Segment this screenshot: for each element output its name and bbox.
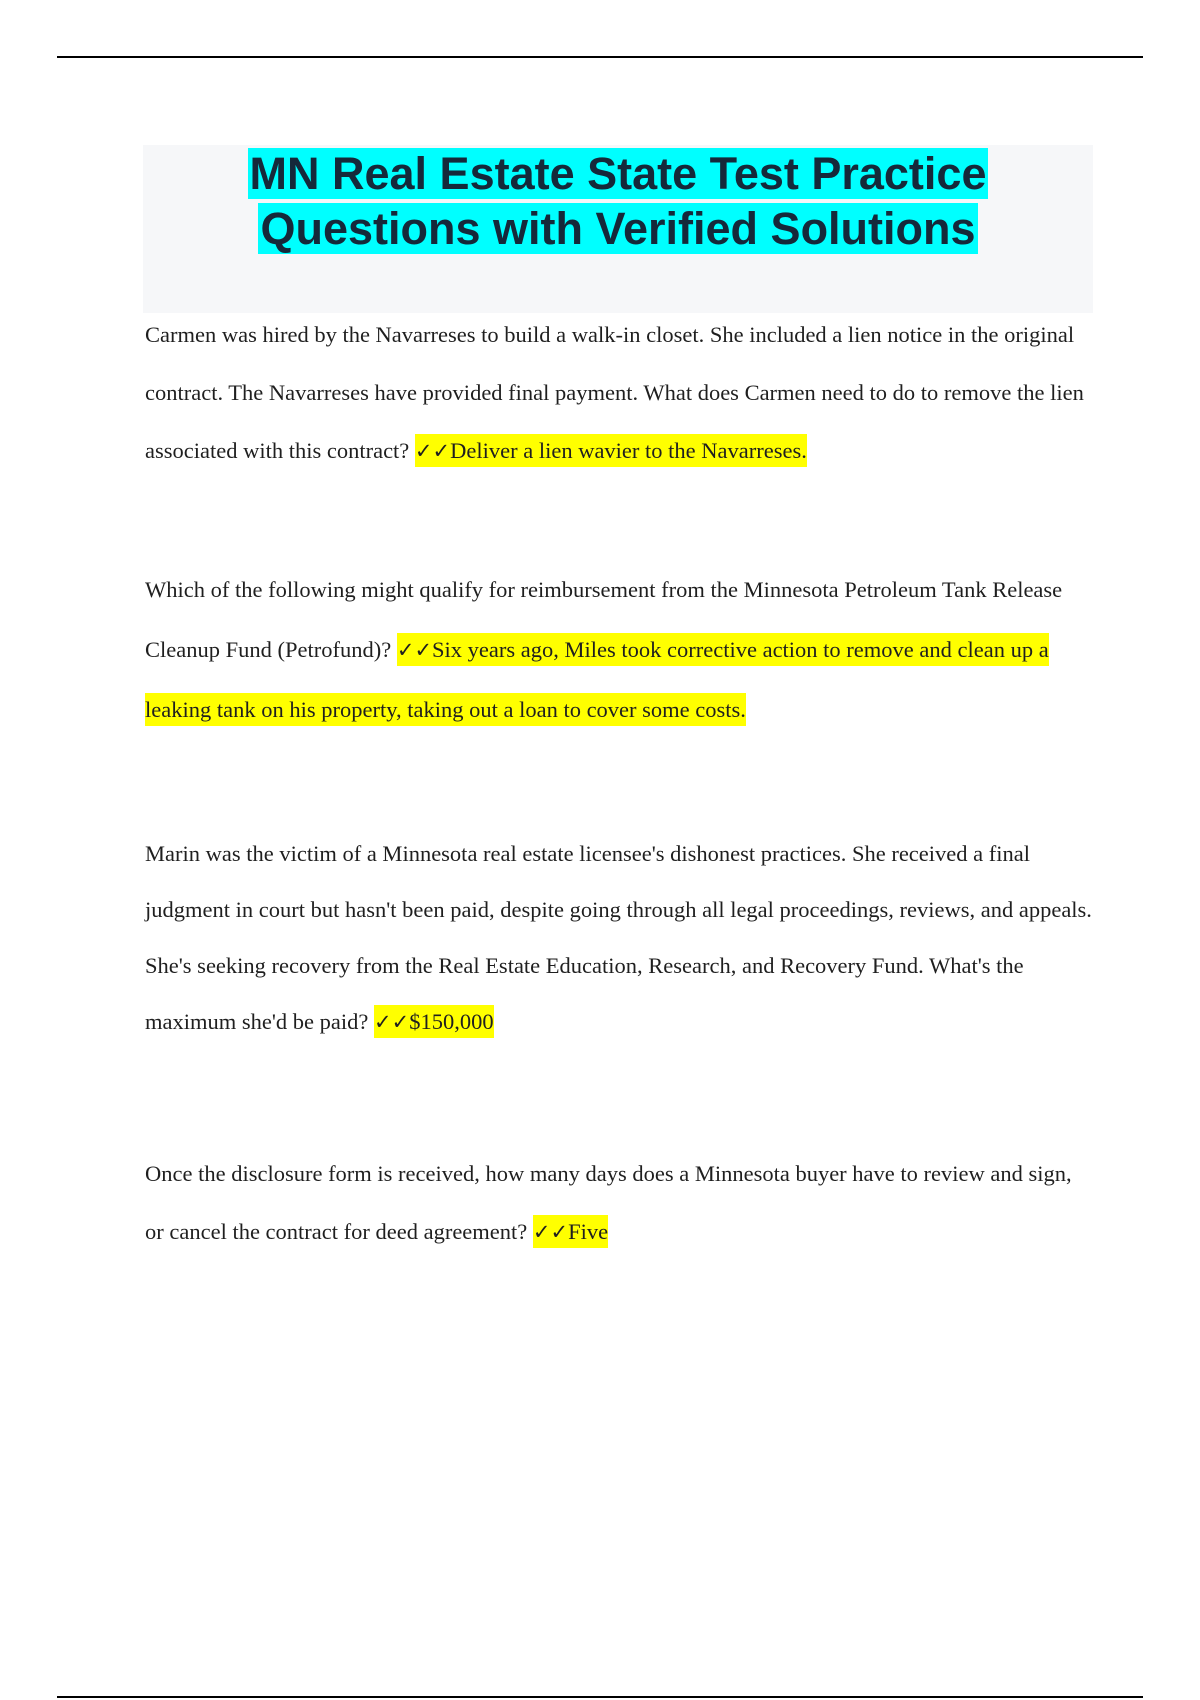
double-check-icon: ✓✓ (532, 1220, 569, 1244)
document-title (143, 145, 1093, 256)
answer-highlight-3 (374, 1005, 494, 1038)
question-text-4: Once the disclosure form is received, how many days does a Minnesota buyer have to review and sign, or cancel the contract for deed agreement? (145, 1161, 1072, 1244)
answer-text-3: $150,000 (409, 1009, 494, 1034)
answer-text-2: Six years ago, Miles took corrective action to remove and clean up a leaking tank on his property, taking out a loan to cover some costs. (145, 637, 1049, 722)
question-text-1: Carmen was hired by the Navarreses to build a walk-in closet. She included a lien notice in the original contract. The Navarreses have provided final payment. What does Carmen need to do to remove the lien associated with this contract? (145, 322, 1084, 463)
answer-highlight-4 (533, 1215, 608, 1248)
answer-text-1: Deliver a lien wavier to the Navarreses. (450, 438, 807, 463)
top-rule (57, 56, 1143, 58)
question-block-3 (145, 826, 1095, 1050)
title-line-2: Questions with Verified Solutions (260, 203, 976, 254)
answer-text-4: Five (568, 1219, 609, 1244)
double-check-icon: ✓✓ (396, 638, 433, 662)
title-line-1: MN Real Estate State Test Practice (249, 148, 987, 199)
bottom-rule (57, 1696, 1143, 1698)
answer-highlight-1 (415, 434, 807, 467)
question-block-4 (145, 1145, 1095, 1261)
question-block-1 (145, 306, 1095, 480)
question-text-2: Which of the following might qualify for reimbursement from the Minnesota Petroleum Tank Release Cleanup Fund (Petrofund)? (145, 577, 1063, 662)
title-banner (143, 145, 1093, 313)
question-block-2 (145, 560, 1095, 740)
double-check-icon: ✓✓ (414, 439, 451, 463)
question-text-3: Marin was the victim of a Minnesota real estate licensee's dishonest practices. She received a final judgment in court but hasn't been paid, despite going through all legal proceedings, reviews, and appeals. She's seeking recovery from the Real Estate Education, Research, and Recovery Fund. What's the maximum she'd be paid? (145, 841, 1092, 1034)
double-check-icon: ✓✓ (374, 1010, 410, 1034)
